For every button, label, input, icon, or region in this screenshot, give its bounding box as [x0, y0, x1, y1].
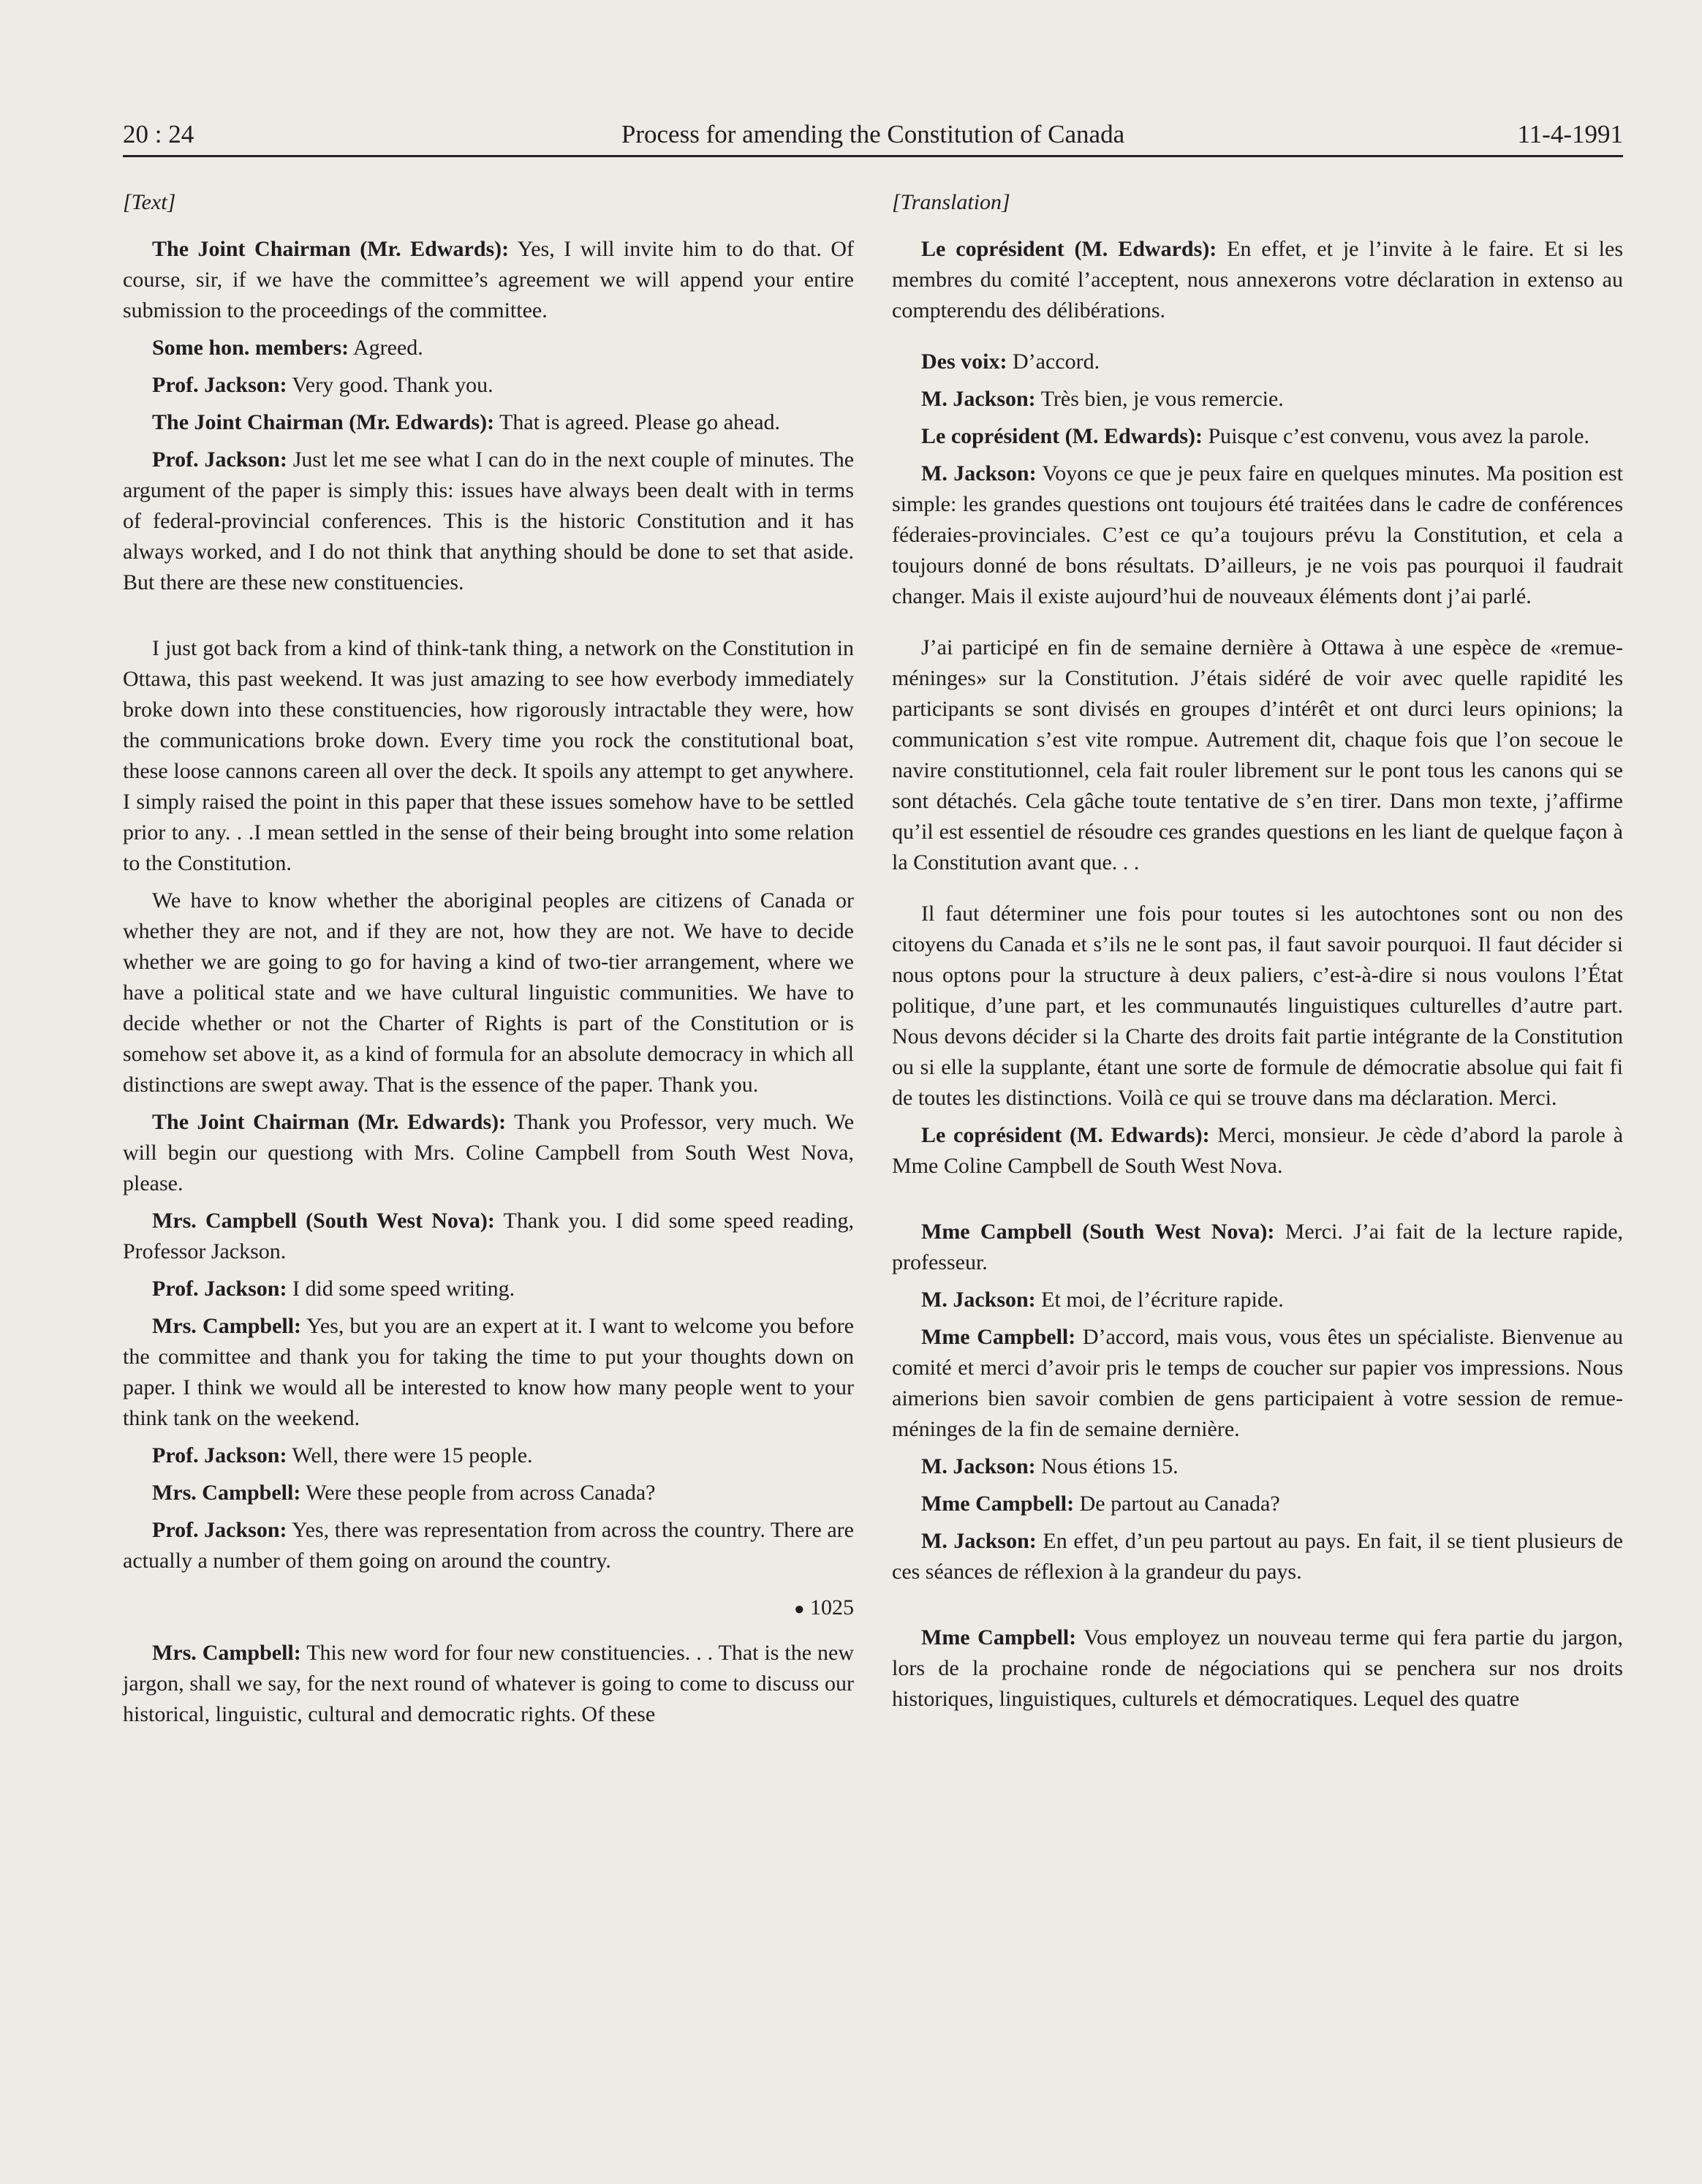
- speaker-name: The Joint Chairman (Mr. Edwards):: [152, 237, 510, 261]
- paragraph: [892, 1322, 1623, 1445]
- page-header: [123, 111, 1623, 157]
- page-number: 20 : 24: [123, 120, 194, 148]
- speaker-name: Prof. Jackson:: [152, 447, 287, 472]
- speaker-name: The Joint Chairman (Mr. Edwards):: [152, 1110, 507, 1134]
- paragraph: [892, 1526, 1623, 1587]
- speaker-name: Prof. Jackson:: [152, 1277, 287, 1301]
- speaker-name: The Joint Chairman (Mr. Edwards):: [152, 410, 495, 434]
- speaker-name: M. Jackson:: [921, 1529, 1037, 1553]
- paragraph: [123, 333, 854, 363]
- speaker-name: Le coprésident (M. Edwards):: [921, 1123, 1210, 1147]
- speaker-name: M. Jackson:: [921, 387, 1036, 411]
- speech-text: De partout au Canada?: [1079, 1492, 1280, 1516]
- speaker-name: Some hon. members:: [152, 336, 349, 360]
- speaker-name: Mrs. Campbell:: [152, 1314, 302, 1338]
- time-marker: [123, 1592, 854, 1625]
- speech-text: Voyons ce que je peux faire en quelques minutes. Ma position est simple: les grandes questions ont toujours été traitées dans le cadre de conférences féderaies-provinciales. C’est ce qu’a toujours prévu la Constitution, et cela a toujours donné de bons résultats. D’ailleurs, je ne vois pas pourquoi il faudrait changer. Mais il existe aujourd’hui de nouveaux éléments dont j’ai parlé.: [892, 461, 1623, 608]
- speech-text: Nous étions 15.: [1041, 1454, 1179, 1478]
- paragraph: [892, 1217, 1623, 1278]
- paragraph: [892, 1622, 1623, 1715]
- speech-text: Yes, there was representation from across the country. There are actually a number of them going on around the country.: [123, 1518, 854, 1573]
- paragraph: [892, 632, 1623, 878]
- paragraph: [892, 1120, 1623, 1182]
- text-tag: [Text]: [123, 190, 176, 214]
- paragraph: [123, 1107, 854, 1199]
- speaker-name: M. Jackson:: [921, 461, 1037, 485]
- paragraph: [892, 421, 1623, 452]
- speaker-name: Le coprésident (M. Edwards):: [921, 237, 1217, 261]
- speaker-name: Le coprésident (M. Edwards):: [921, 424, 1203, 448]
- speech-text: Thank you. I did some speed reading, Professor Jackson.: [123, 1209, 855, 1263]
- speech-text: Vous employez un nouveau terme qui fera partie du jargon, lors de la prochaine ronde de négociations qui se penchera sur nos droits historiques, linguistiques, culturels et démocratiques. Lequel des quatre: [892, 1625, 1623, 1711]
- paragraph: [892, 384, 1623, 415]
- paragraph: [892, 1285, 1623, 1315]
- paragraph: [123, 1311, 854, 1434]
- paragraph: [123, 1515, 854, 1576]
- speech-text: Very good. Thank you.: [292, 373, 493, 397]
- paragraph: [892, 347, 1623, 377]
- speech-text: Merci, monsieur. Je cède d’abord la parole à Mme Coline Campbell de South West Nova.: [892, 1123, 1624, 1178]
- paragraph: [123, 234, 854, 326]
- speaker-name: Mrs. Campbell:: [152, 1641, 301, 1666]
- speaker-name: Mme Campbell:: [921, 1625, 1077, 1650]
- paragraph: [123, 370, 854, 401]
- paragraph: [892, 899, 1623, 1114]
- speaker-name: Mme Campbell:: [921, 1325, 1076, 1349]
- speech-text: Yes, but you are an expert at it. I want to welcome you before the committee and thank you for taking the time to put your thoughts down on paper. I think we would all be interested to know how many people went to your think tank on the weekend.: [123, 1314, 854, 1430]
- paragraph: [892, 234, 1623, 326]
- speech-text: That is agreed. Please go ahead.: [499, 410, 781, 434]
- speaker-name: M. Jackson:: [921, 1454, 1036, 1478]
- paragraph: [123, 1478, 854, 1508]
- paragraph: [123, 633, 854, 879]
- paragraph: [892, 1451, 1623, 1482]
- paragraph: [123, 1274, 854, 1304]
- speech-text: D’accord.: [1012, 349, 1100, 374]
- english-column: [123, 187, 854, 1737]
- speaker-name: Des voix:: [921, 349, 1007, 374]
- speaker-name: Mme Campbell:: [921, 1492, 1075, 1516]
- paragraph: [892, 1489, 1623, 1519]
- speech-text: Merci. J’ai fait de la lecture rapide, professeur.: [892, 1220, 1624, 1274]
- paragraph: [123, 1206, 854, 1267]
- speech-text: Well, there were 15 people.: [292, 1443, 533, 1467]
- speech-text: Thank you Professor, very much. We will begin our questiong with Mrs. Coline Campbell from South West Nova, please.: [123, 1110, 855, 1195]
- speech-text: J’ai participé en fin de semaine dernière à Ottawa à une espèce de «remue-méninges» sur la Constitution. J’étais sidéré de voir avec quelle rapidité les participants se sont divisés en groupes d’intérêt et ont durci leurs opinions; la communication s’est vite rompue. Autrement dit, chaque fois que l’on secoue le navire constitutionnel, cela fait rouler librement sur le pont tous les canons qui se sont détachés. Cela gâche toute tentative de s’en tirer. Dans mon texte, j’affirme qu’il est essentiel de résoudre ces grandes questions en les liant de quelque façon à la Constitution avant que. . .: [892, 635, 1623, 874]
- french-column: [892, 187, 1623, 1721]
- speaker-name: Mme Campbell (South West Nova):: [921, 1220, 1275, 1244]
- speaker-name: Prof. Jackson:: [152, 1518, 287, 1542]
- speaker-name: Prof. Jackson:: [152, 1443, 287, 1467]
- speech-text: Agreed.: [353, 336, 423, 360]
- speech-text: I just got back from a kind of think-tank thing, a network on the Constitution in Ottawa, this past weekend. It was just amazing to see how everbody immediately broke down into these constituencies, how rigorously intractable they were, how the communications broke down. Every time you rock the constitutional boat, these loose cannons careen all over the deck. It spoils any attempt to get anywhere. I simply raised the point in this paper that these issues somehow have to be settled prior to any. . .I mean settled in the sense of their being brought into some relation to the Constitution.: [123, 636, 854, 875]
- speech-text: Were these people from across Canada?: [306, 1481, 656, 1505]
- speech-text: En effet, et je l’invite à le faire. Et si les membres du comité l’acceptent, nous annexerons votre déclaration in extenso au compterendu des délibérations.: [892, 237, 1623, 322]
- paragraph: [123, 407, 854, 438]
- paragraph: [892, 458, 1623, 612]
- speech-text: This new word for four new constituencies. . . That is the new jargon, shall we say, for the next round of whatever is going to come to discuss our historical, linguistic, cultural and democratic rights. Of these: [123, 1641, 855, 1727]
- translation-tag: [Translation]: [892, 190, 1010, 214]
- speech-text: En effet, d’un peu partout au pays. En fait, il se tient plusieurs de ces séances de réflexion à la grandeur du pays.: [892, 1529, 1623, 1584]
- speech-text: Il faut déterminer une fois pour toutes si les autochtones sont ou non des citoyens du Canada et s’ils ne le sont pas, il faut savoir pourquoi. Il faut décider si nous optons pour la structure à deux paliers, c’est-à-dire si nous voulons l’État politique, d’une part, et les communautés linguistiques culturelles d’autre part. Nous devons décider si la Charte des droits fait partie intégrante de la Constitution ou si elle la supplante, étant une sorte de formule de démocratie absolue qui fait fi de toutes les distinctions. Voilà ce qui se trouve dans ma déclaration. Merci.: [892, 902, 1623, 1110]
- time-marker-value: 1025: [810, 1595, 854, 1620]
- speech-text: D’accord, mais vous, vous êtes un spécialiste. Bienvenue au comité et merci d’avoir pris le temps de coucher sur papier vos impressions. Nous aimerions bien savoir combien de gens participaient à votre session de remue-méninges de la fin de semaine dernière.: [892, 1325, 1623, 1441]
- speaker-name: M. Jackson:: [921, 1288, 1036, 1312]
- header-date: 11-4-1991: [1517, 120, 1623, 148]
- paragraph: [123, 1638, 854, 1730]
- speech-text: Très bien, je vous remercie.: [1040, 387, 1284, 411]
- paragraph: [123, 885, 854, 1100]
- paragraph: [123, 445, 854, 598]
- speech-text: We have to know whether the aboriginal peoples are citizens of Canada or whether they are not, and if they are not, how they are not. We have to decide whether we are going to go for having a kind of two-tier arrangement, where we have a political state and we have cultural linguistic communities. We have to decide whether or not the Charter of Rights is part of the Constitution or is somehow set above it, as a kind of formula for an absolute democracy in which all distinctions are swept away. That is the essence of the paper. Thank you.: [123, 888, 854, 1097]
- speaker-name: Mrs. Campbell:: [152, 1481, 301, 1505]
- speaker-name: Prof. Jackson:: [152, 373, 287, 397]
- speech-text: Just let me see what I can do in the next couple of minutes. The argument of the paper is simply this: issues have always been dealt with in terms of federal-provincial conferences. This is the historic Constitution and it has always worked, and I do not think that anything should be done to set that aside. But there are these new constituencies.: [123, 447, 855, 594]
- speech-text: Puisque c’est convenu, vous avez la parole.: [1208, 424, 1589, 448]
- speech-text: Yes, I will invite him to do that. Of course, sir, if we have the committee’s agreement we will append your entire submission to the proceedings of the committee.: [123, 237, 854, 322]
- bullet-icon: ●: [794, 1600, 805, 1620]
- speaker-name: Mrs. Campbell (South West Nova):: [152, 1209, 495, 1233]
- speech-text: Et moi, de l’écriture rapide.: [1041, 1288, 1284, 1312]
- speech-text: I did some speed writing.: [292, 1277, 515, 1301]
- paragraph: [123, 1440, 854, 1471]
- running-title: Process for amending the Constitution of Canada: [621, 120, 1125, 148]
